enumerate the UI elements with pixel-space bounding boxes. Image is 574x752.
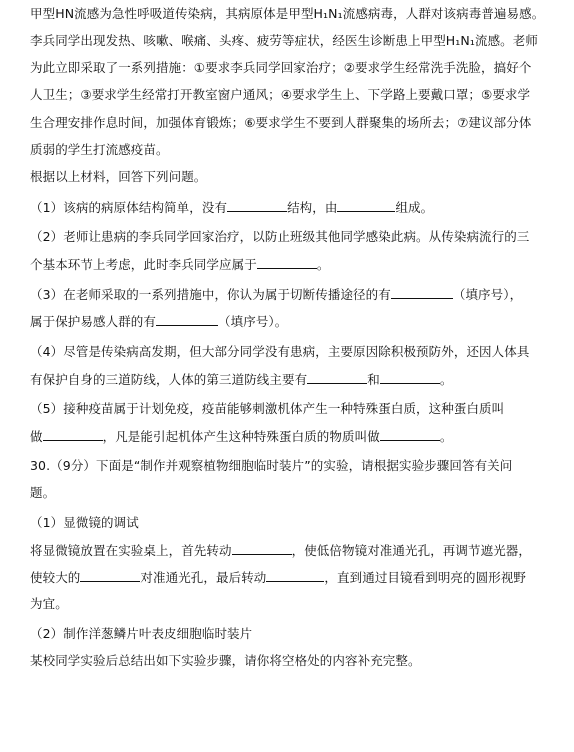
intro-line-4: 人卫生；③要求学生经常打开教室窗户通风；④要求学生上、下学路上要戴口罩；⑤要求学 [30, 87, 531, 102]
q2-text-b: 。 [316, 257, 330, 272]
q4-text-a: 有保护自身的三道防线，人体的第三道防线主要有 [30, 372, 308, 387]
intro-line-2: 李兵同学出现发热、咳嗽、喉痛、头疼、疲劳等症状，经医生诊断患上甲型H₁N₁流感。老师 [30, 33, 538, 48]
intro-line-3: 为此立即采取了一系列措施：①要求李兵同学回家治疗；②要求学生经常洗手洗脸，搞好个 [30, 60, 532, 75]
answer-blank[interactable] [380, 371, 440, 384]
answer-blank[interactable] [232, 542, 292, 555]
s1-text-e: ，直到通过目镜看到明亮的圆形视野 [324, 570, 527, 585]
q5-text-a: 做 [30, 429, 43, 444]
question-30-line-2: 题。 [30, 485, 56, 500]
s1-text-c: 使较大的 [30, 570, 81, 585]
answer-blank[interactable] [227, 199, 287, 212]
answer-blank[interactable] [43, 428, 103, 441]
section-2-line-1: 某校同学实验后总结出如下实验步骤，请你将空格处的内容补充完整。 [30, 653, 421, 668]
question-5-line-1: （5）接种疫苗属于计划免疫，疫苗能够刺激机体产生一种特殊蛋白质，这种蛋白质叫 [30, 401, 505, 416]
q1-text-c: 组成。 [395, 200, 434, 215]
answer-blank[interactable] [80, 569, 140, 582]
q3-text-a: （3）在老师采取的一系列措施中，你认为属于切断传播途径的有 [30, 287, 391, 302]
section-1-line-2 [30, 569, 526, 586]
q5-text-b: ，凡是能引起机体产生这种特殊蛋白质的物质叫做 [102, 429, 380, 444]
answer-blank[interactable] [156, 313, 218, 326]
q3-text-b: （填序号）， [452, 287, 523, 302]
q5-text-c: 。 [439, 429, 453, 444]
question-2-line-2 [30, 256, 329, 273]
answer-blank[interactable] [266, 569, 324, 582]
question-1 [30, 199, 433, 216]
intro-line-1: 甲型HN流感为急性呼吸道传染病，其病原体是甲型H₁N₁流感病毒，人群对该病毒普遍易感。 [30, 6, 545, 21]
question-3-line-2 [30, 313, 287, 330]
question-4-line-1: （4）尽管是传染病高发期，但大部分同学没有患病，主要原因除积极预防外，还因人体具 [30, 344, 530, 359]
section-1-line-3: 为宜。 [30, 596, 68, 611]
s1-text-d: 对准通光孔，最后转动 [140, 570, 267, 585]
q3-text-c: 属于保护易感人群的有 [30, 314, 157, 329]
answer-blank[interactable] [391, 286, 453, 299]
q4-text-b: 和 [367, 372, 380, 387]
answer-blank[interactable] [380, 428, 440, 441]
section-2-heading: （2）制作洋葱鳞片叶表皮细胞临时装片 [30, 626, 253, 641]
question-3-line-1 [30, 286, 522, 303]
q4-text-c: 。 [439, 372, 453, 387]
section-1-line-1 [30, 542, 531, 559]
instruction-line: 根据以上材料，回答下列问题。 [30, 169, 207, 184]
answer-blank[interactable] [337, 199, 395, 212]
question-4-line-2 [30, 371, 452, 388]
q3-text-d: （填序号）。 [218, 314, 288, 329]
question-5-line-2 [30, 428, 452, 445]
question-30-line-1: 30.（9分）下面是“制作并观察植物细胞临时装片”的实验，请根据实验步骤回答有关问 [30, 458, 513, 473]
question-2-line-1: （2）老师让患病的李兵同学回家治疗，以防止班级其他同学感染此病。从传染病流行的三 [30, 229, 530, 244]
q2-text-a: 个基本环节上考虑，此时李兵同学应属于 [30, 257, 257, 272]
section-1-heading: （1）显微镜的调试 [30, 515, 139, 530]
answer-blank[interactable] [257, 256, 317, 269]
intro-line-5: 生合理安排作息时间，加强体育锻炼；⑥要求学生不要到人群聚集的场所去；⑦建议部分体 [30, 115, 532, 130]
intro-line-6: 质弱的学生打流感疫苗。 [30, 142, 169, 157]
q1-text-b: 结构，由 [287, 200, 338, 215]
s1-text-b: ，使低倍物镜对准通光孔，再调节遮光器， [291, 543, 532, 558]
answer-blank[interactable] [307, 371, 367, 384]
s1-text-a: 将显微镜放置在实验桌上，首先转动 [30, 543, 232, 558]
q1-text-a: （1）该病的病原体结构简单，没有 [30, 200, 228, 215]
